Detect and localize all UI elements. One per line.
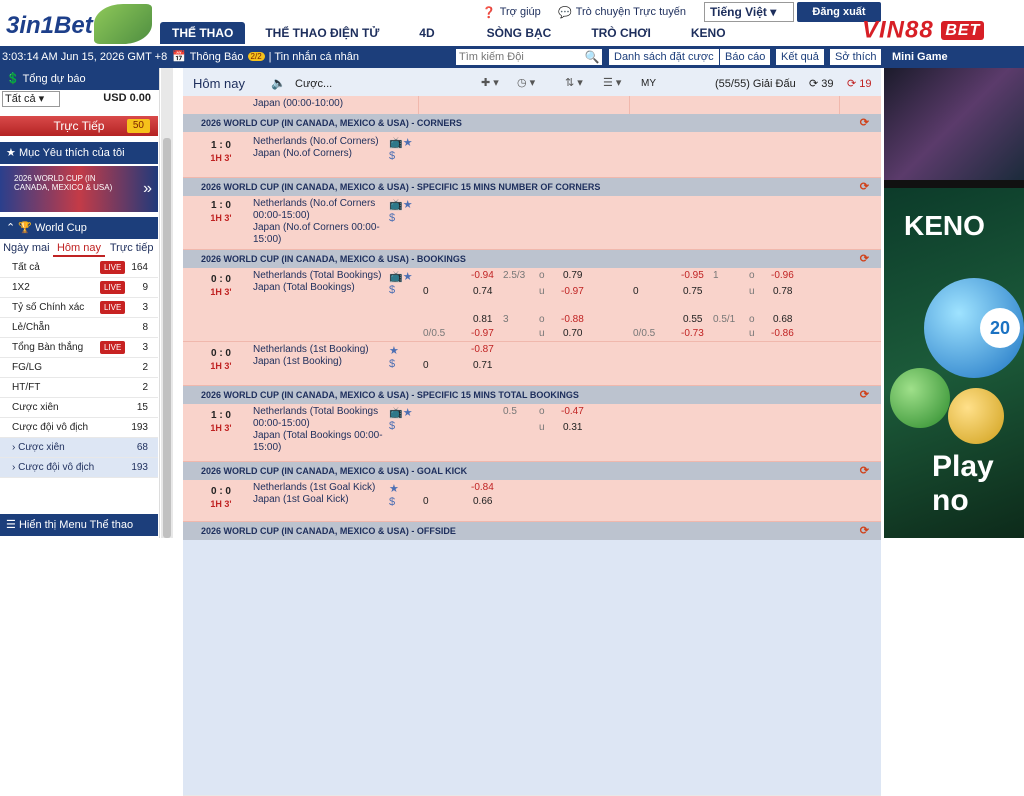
- match-score: 0 : 0 1H 3': [210, 486, 232, 509]
- list-item[interactable]: Lẻ/Chẵn 8: [0, 318, 158, 338]
- team-name[interactable]: Netherlands (1st Goal Kick) Japan (1st Goal Kick): [253, 482, 376, 505]
- star-icon[interactable]: ★: [389, 483, 399, 495]
- top-header: [0, 0, 1024, 46]
- mini-game-link[interactable]: Mini Game: [892, 51, 948, 63]
- league-count[interactable]: (55/55) Giải Đấu: [715, 78, 796, 90]
- sidebar: [0, 68, 160, 538]
- team-search: [456, 49, 602, 65]
- league-header[interactable]: 2026 WORLD CUP (IN CANADA, MEXICO & USA) - OFFSIDE ⟳: [183, 522, 881, 540]
- bet-type-dropdown[interactable]: Cược...: [295, 78, 333, 90]
- tab-today[interactable]: Hôm nay: [53, 239, 106, 257]
- list-item[interactable]: 1X2 LIVE 9: [0, 278, 158, 298]
- league-header[interactable]: 2026 WORLD CUP (IN CANADA, MEXICO & USA) - GOAL KICK ⟳: [183, 462, 881, 480]
- sport-menu-toggle[interactable]: ☰ Hiển thị Menu Thể thao: [0, 514, 158, 536]
- refresh-icon[interactable]: ⟳: [859, 389, 869, 401]
- list-item[interactable]: › Cược đội vô địch 193: [0, 458, 158, 478]
- dollar-icon[interactable]: $: [389, 420, 396, 432]
- help-icon: ❓: [482, 6, 496, 19]
- match-score: 1 : 0 1H 3': [210, 410, 232, 433]
- info-bar: [0, 46, 1024, 68]
- nav-keno[interactable]: KENO: [690, 26, 726, 40]
- sort-icon[interactable]: ⇅ ▾: [565, 77, 583, 89]
- promo-banner[interactable]: [884, 68, 1024, 180]
- league-header[interactable]: 2026 WORLD CUP (IN CANADA, MEXICO & USA) - SPECIFIC 15 MINS TOTAL BOOKINGS ⟳: [183, 386, 881, 404]
- notice-link[interactable]: 📅 Thông Báo 2/2 | Tin nhắn cá nhân: [172, 50, 359, 63]
- dollar-icon[interactable]: $: [389, 150, 396, 162]
- tab-live[interactable]: Trực tiếp: [109, 242, 154, 254]
- tv-star-icon[interactable]: 📺★: [389, 199, 413, 211]
- filter-select[interactable]: Tất cả ▾: [2, 91, 60, 107]
- search-input[interactable]: [456, 49, 582, 65]
- language-select[interactable]: Tiếng Việt ▾: [704, 2, 794, 22]
- logout-button[interactable]: Đăng xuất: [797, 2, 881, 22]
- speaker-icon[interactable]: 🔈: [271, 76, 286, 90]
- table-row: [183, 196, 881, 250]
- logo-leaf-icon: [94, 4, 152, 44]
- list-item[interactable]: Cược đội vô địch 193: [0, 418, 158, 438]
- day-tabs: [0, 239, 158, 257]
- tab-tomorrow[interactable]: Ngày mai: [3, 242, 50, 254]
- team-name[interactable]: Netherlands (Total Bookings) Japan (Total Bookings): [253, 270, 382, 293]
- bet-list-button[interactable]: Danh sách đặt cược: [609, 49, 719, 65]
- star-icon: ★: [6, 147, 16, 159]
- match-score: 0 : 0 1H 3': [210, 348, 232, 371]
- collapse-icon: ⌃: [6, 222, 16, 234]
- menu-icon: ☰: [6, 519, 16, 531]
- table-row: 0 : 0 1H 3' Netherlands (1st Goal Kick) Japan (1st Goal Kick) ★ $ -0.84 0 0.66: [183, 480, 881, 522]
- match-score: 1 : 0 1H 3': [210, 140, 232, 163]
- coin-icon: 💲: [6, 73, 20, 85]
- team-name[interactable]: Japan (00:00-10:00): [253, 98, 344, 109]
- list-icon[interactable]: ☰ ▾: [603, 77, 622, 89]
- list-item[interactable]: Tỷ số Chính xác LIVE 3: [0, 298, 158, 318]
- brand-logo[interactable]: 3in1Bet: [2, 4, 152, 44]
- calendar-icon: 📅: [172, 51, 186, 63]
- league-header[interactable]: 2026 WORLD CUP (IN CANADA, MEXICO & USA) - SPECIFIC 15 MINS NUMBER OF CORNERS ⟳: [183, 178, 881, 196]
- table-row: 1 : 0 1H 3' Netherlands (Total Bookings 00:00-15:00) Japan (Total Bookings 00:00-15:00) 📺★ $ 0.5 o -0.47 u 0.31: [183, 404, 881, 462]
- list-item[interactable]: › Cược xiên 68: [0, 438, 158, 458]
- balance: USD 0.00: [103, 92, 151, 104]
- table-row: 0 : 0 1H 3' Netherlands (Total Bookings) Japan (Total Bookings) 📺★ $ -0.94 2.5/3 o 0.79 0 0.74 u -0.97 -0.95 1 o -0.96 0 0.75 u 0.78 0.81 3 o -0.88 0/0.5 -0.97 u 0.70 0.55 0.5/1 o 0.68 0/0.5 -0.73 u -0.86: [183, 268, 881, 342]
- team-name[interactable]: Netherlands (Total Bookings 00:00-15:00) Japan (Total Bookings 00:00-15:00): [253, 406, 383, 453]
- team-name[interactable]: Netherlands (No.of Corners 00:00-15:00) Japan (No.of Corners 00:00-15:00): [253, 198, 380, 245]
- list-item[interactable]: HT/FT 2: [0, 378, 158, 398]
- list-item[interactable]: FG/LG 2: [0, 358, 158, 378]
- table-row: [183, 132, 881, 178]
- nav-casino[interactable]: SÒNG BẠC: [486, 26, 552, 40]
- tv-star-icon[interactable]: 📺★: [389, 271, 413, 283]
- team-name[interactable]: Netherlands (1st Booking) Japan (1st Booking): [253, 344, 369, 367]
- dollar-icon[interactable]: $: [389, 358, 396, 370]
- sidebar-scrollbar[interactable]: [161, 68, 173, 538]
- trophy-icon: 🏆: [18, 222, 32, 234]
- result-button[interactable]: Kết quả: [776, 49, 824, 65]
- refresh-icon[interactable]: ⟳: [859, 465, 869, 477]
- star-icon[interactable]: ★: [389, 345, 399, 357]
- league-header[interactable]: 2026 WORLD CUP (IN CANADA, MEXICO & USA) - BOOKINGS ⟳: [183, 250, 881, 268]
- league-header[interactable]: 2026 WORLD CUP (IN CANADA, MEXICO & USA) - CORNERS ⟳: [183, 114, 881, 132]
- tv-star-icon[interactable]: 📺★: [389, 137, 413, 149]
- chat-icon: 💬: [558, 6, 572, 19]
- partner-logo[interactable]: VIN88 BET: [862, 16, 1014, 44]
- refresh-icon[interactable]: ⟳: [859, 253, 869, 265]
- dollar-icon[interactable]: $: [389, 284, 396, 296]
- nav-games[interactable]: TRÒ CHƠI: [591, 26, 651, 40]
- odds-format-select[interactable]: MY: [641, 78, 656, 89]
- overview-header[interactable]: 💲 Tổng dự báo: [0, 68, 159, 90]
- ball-icon: [890, 368, 950, 428]
- clock-icon[interactable]: ◷ ▾: [517, 77, 536, 89]
- add-icon[interactable]: ✚ ▾: [481, 77, 499, 89]
- main-nav: [160, 22, 754, 44]
- sport-list: [0, 258, 158, 478]
- live-button[interactable]: Trực Tiếp 50: [0, 116, 158, 136]
- team-name[interactable]: Netherlands (No.of Corners) Japan (No.of Corners): [253, 136, 379, 159]
- odds-panel: [183, 68, 881, 538]
- nav-4d[interactable]: 4D: [419, 26, 435, 40]
- dollar-icon[interactable]: $: [389, 212, 396, 224]
- keno-banner[interactable]: KENO 20 Play no: [884, 188, 1024, 538]
- list-item[interactable]: Tất cả LIVE 164: [0, 258, 158, 278]
- preferences-button[interactable]: Sở thích: [830, 49, 881, 65]
- chat-link[interactable]: 💬 Trò chuyện Trực tuyến: [558, 6, 686, 19]
- clock: 3:03:14 AM Jun 15, 2026 GMT +8: [2, 51, 168, 63]
- table-row: 0 : 0 1H 3' Netherlands (1st Booking) Japan (1st Booking) ★ $ -0.87 0 0.71: [183, 342, 881, 386]
- list-item[interactable]: Cược xiên 15: [0, 398, 158, 418]
- nav-sports[interactable]: THỂ THAO: [160, 22, 245, 44]
- scroll-thumb[interactable]: [163, 138, 171, 538]
- search-icon[interactable]: 🔍: [584, 50, 600, 64]
- dollar-icon[interactable]: $: [389, 496, 396, 508]
- refresh-icon[interactable]: ⟳: [859, 181, 869, 193]
- chevron-right-icon: »: [143, 180, 152, 197]
- favorites-header[interactable]: ★ Mục Yêu thích của tôi: [0, 142, 158, 164]
- refresh-button-b[interactable]: ⟳ 19: [847, 78, 872, 90]
- ball-icon: [948, 388, 1004, 444]
- page-title: Hôm nay: [193, 76, 246, 91]
- worldcup-banner[interactable]: 2026 WORLD CUP (IN CANADA, MEXICO & USA) »: [0, 166, 158, 212]
- list-item[interactable]: Tổng Bàn thắng LIVE 3: [0, 338, 158, 358]
- worldcup-header[interactable]: ⌃ 🏆 World Cup: [0, 217, 158, 239]
- report-button[interactable]: Báo cáo: [720, 49, 770, 65]
- nav-esports[interactable]: THỂ THAO ĐIỆN TỬ: [265, 26, 380, 40]
- help-link[interactable]: ❓ Trợ giúp: [482, 6, 541, 19]
- match-score: 0 : 0 1H 3': [210, 274, 232, 297]
- match-score: 1 : 0 1H 3': [210, 200, 232, 223]
- refresh-icon[interactable]: ⟳: [859, 117, 869, 129]
- ball-number: 20: [980, 308, 1020, 348]
- tv-star-icon[interactable]: 📺★: [389, 407, 413, 419]
- ad-column: [884, 68, 1024, 538]
- chevron-down-icon: ▾: [770, 5, 777, 19]
- refresh-button-a[interactable]: ⟳ 39: [809, 78, 834, 90]
- refresh-icon[interactable]: ⟳: [859, 525, 869, 537]
- odds-header: [183, 68, 881, 96]
